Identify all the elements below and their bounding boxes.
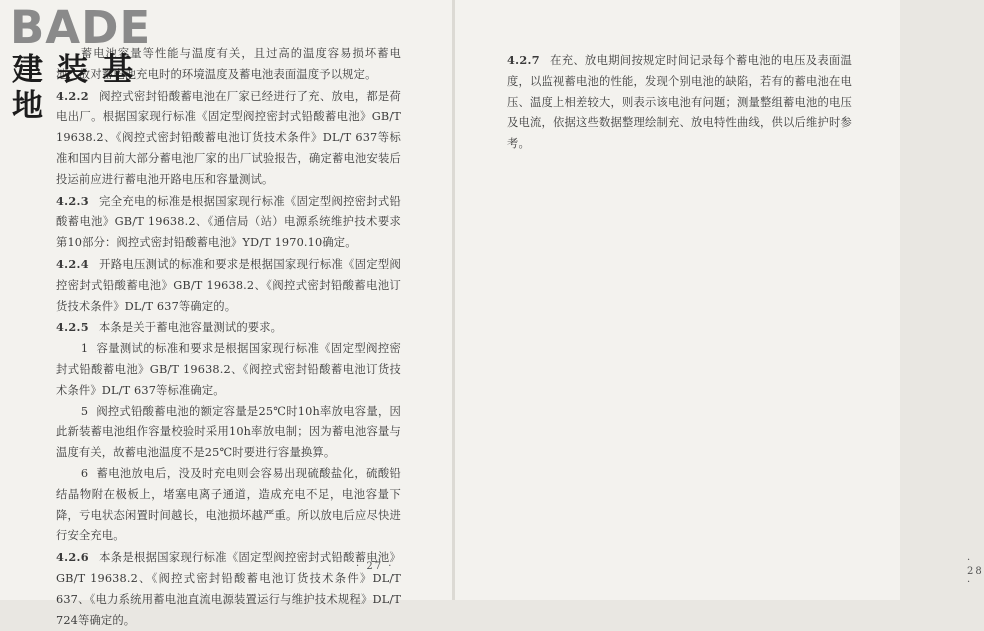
clause-text: 在充、放电期间按规定时间记录每个蓄电池的电压及表面温度，以监视蓄电池的性能，发现个别电池的缺陷，若有的蓄电池在电压、温度上相差较大，则表示该电池有问题；测量整组蓄电池的电压及电流，依据这些数据整理绘制充、放电特性曲线，供以后维护时参考。 (507, 54, 852, 151)
clause-number: 4.2.4 (56, 256, 89, 271)
right-page (455, 0, 984, 600)
brand-subtitle: 建装基地 (12, 52, 147, 124)
brand-wordmark: BADE (10, 1, 152, 54)
paragraph-text: 蓄电池容量等性能与温度有关，且过高的温度容易损坏蓄电池，故对蓄电池充电时的环境温度及蓄电池表面温度予以规定。 (56, 47, 401, 81)
clause-number: 4.2.2 (56, 88, 89, 103)
clause-4-2-3 (56, 191, 413, 254)
clause-4-2-6 (56, 547, 401, 631)
item-5 (56, 402, 401, 464)
clause-text: 本条是根据国家现行标准《固定型阀控密封式铅酸蓄电池》GB/T 19638.2、《阀控式密封铅酸蓄电池订货技术条件》DL/T 637、《电力系统用蓄电池直流电源装置运行与维护技术规程》DL/T 724等确定的。 (56, 551, 401, 627)
clause-4-2-5 (56, 317, 401, 339)
item-text: 蓄电池放电后，没及时充电则会容易出现硫酸盐化，硫酸铅结晶物附在极板上，堵塞电离子通道，造成充电不足，电池容量下降，亏电状态闲置时间越长，电池损坏越严重。所以放电后应尽快进行安全充电。 (56, 466, 401, 543)
clause-number: 4.2.6 (56, 550, 89, 565)
page-number-left: · 27 · (356, 561, 394, 572)
clause-number: 4.2.3 (56, 193, 89, 208)
item-text: 容量测试的标准和要求是根据国家现行标准《固定型阀控密封式铅酸蓄电池》GB/T 19638.2、《阀控式密封铅酸蓄电池订货技术条件》DL/T 637等标准确定。 (56, 342, 401, 397)
clause-text: 开路电压测试的标准和要求是根据国家现行标准《固定型阀控密封式铅酸蓄电池》GB/T 19638.2、《阀控式密封铅酸蓄电池订货技术条件》DL/T 637等确定的。 (56, 257, 401, 313)
clause-4-2-7 (507, 50, 852, 155)
left-page (0, 0, 452, 627)
clause-number: 4.2.5 (56, 320, 89, 335)
item-number: 1 (80, 342, 89, 356)
clause-4-2-4 (56, 254, 401, 317)
clause-number: 4.2.7 (507, 53, 540, 67)
left-page-body (56, 44, 413, 631)
item-number: 5 (80, 404, 89, 418)
clause-text: 本条是关于蓄电池容量测试的要求。 (98, 321, 283, 335)
item-6 (56, 464, 401, 547)
item-number: 6 (80, 466, 89, 480)
right-page-body (507, 50, 852, 155)
item-text: 阀控式铅酸蓄电池的额定容量是25℃时10h率放电容量，因此新装蓄电池组作容量校验时采用10h率放电制；因为蓄电池容量与温度有关，故蓄电池温度不是25℃时要进行容量换算。 (56, 404, 401, 460)
clause-text: 完全充电的标准是根据国家现行标准《固定型阀控密封式铅酸蓄电池》GB/T 19638.2、《通信局（站）电源系统维护技术要求 第10部分：阀控式密封铅酸蓄电池》YD/T 1970.10确定。 (56, 194, 413, 250)
item-1 (56, 339, 401, 401)
page-number-right: · 28 · (967, 555, 984, 588)
clause-text: 阀控式密封铅酸蓄电池在厂家已经进行了充、放电，都是荷电出厂。根据国家现行标准《固定型阀控密封式铅酸蓄电池》GB/T 19638.2、《阀控式密封铅酸蓄电池订货技术条件》DL/T 637等标准和国内目前大部分蓄电池厂家的出厂试验报告，确定蓄电池安装后投运前应进行蓄电池开路电压和容量测试。 (56, 89, 401, 186)
